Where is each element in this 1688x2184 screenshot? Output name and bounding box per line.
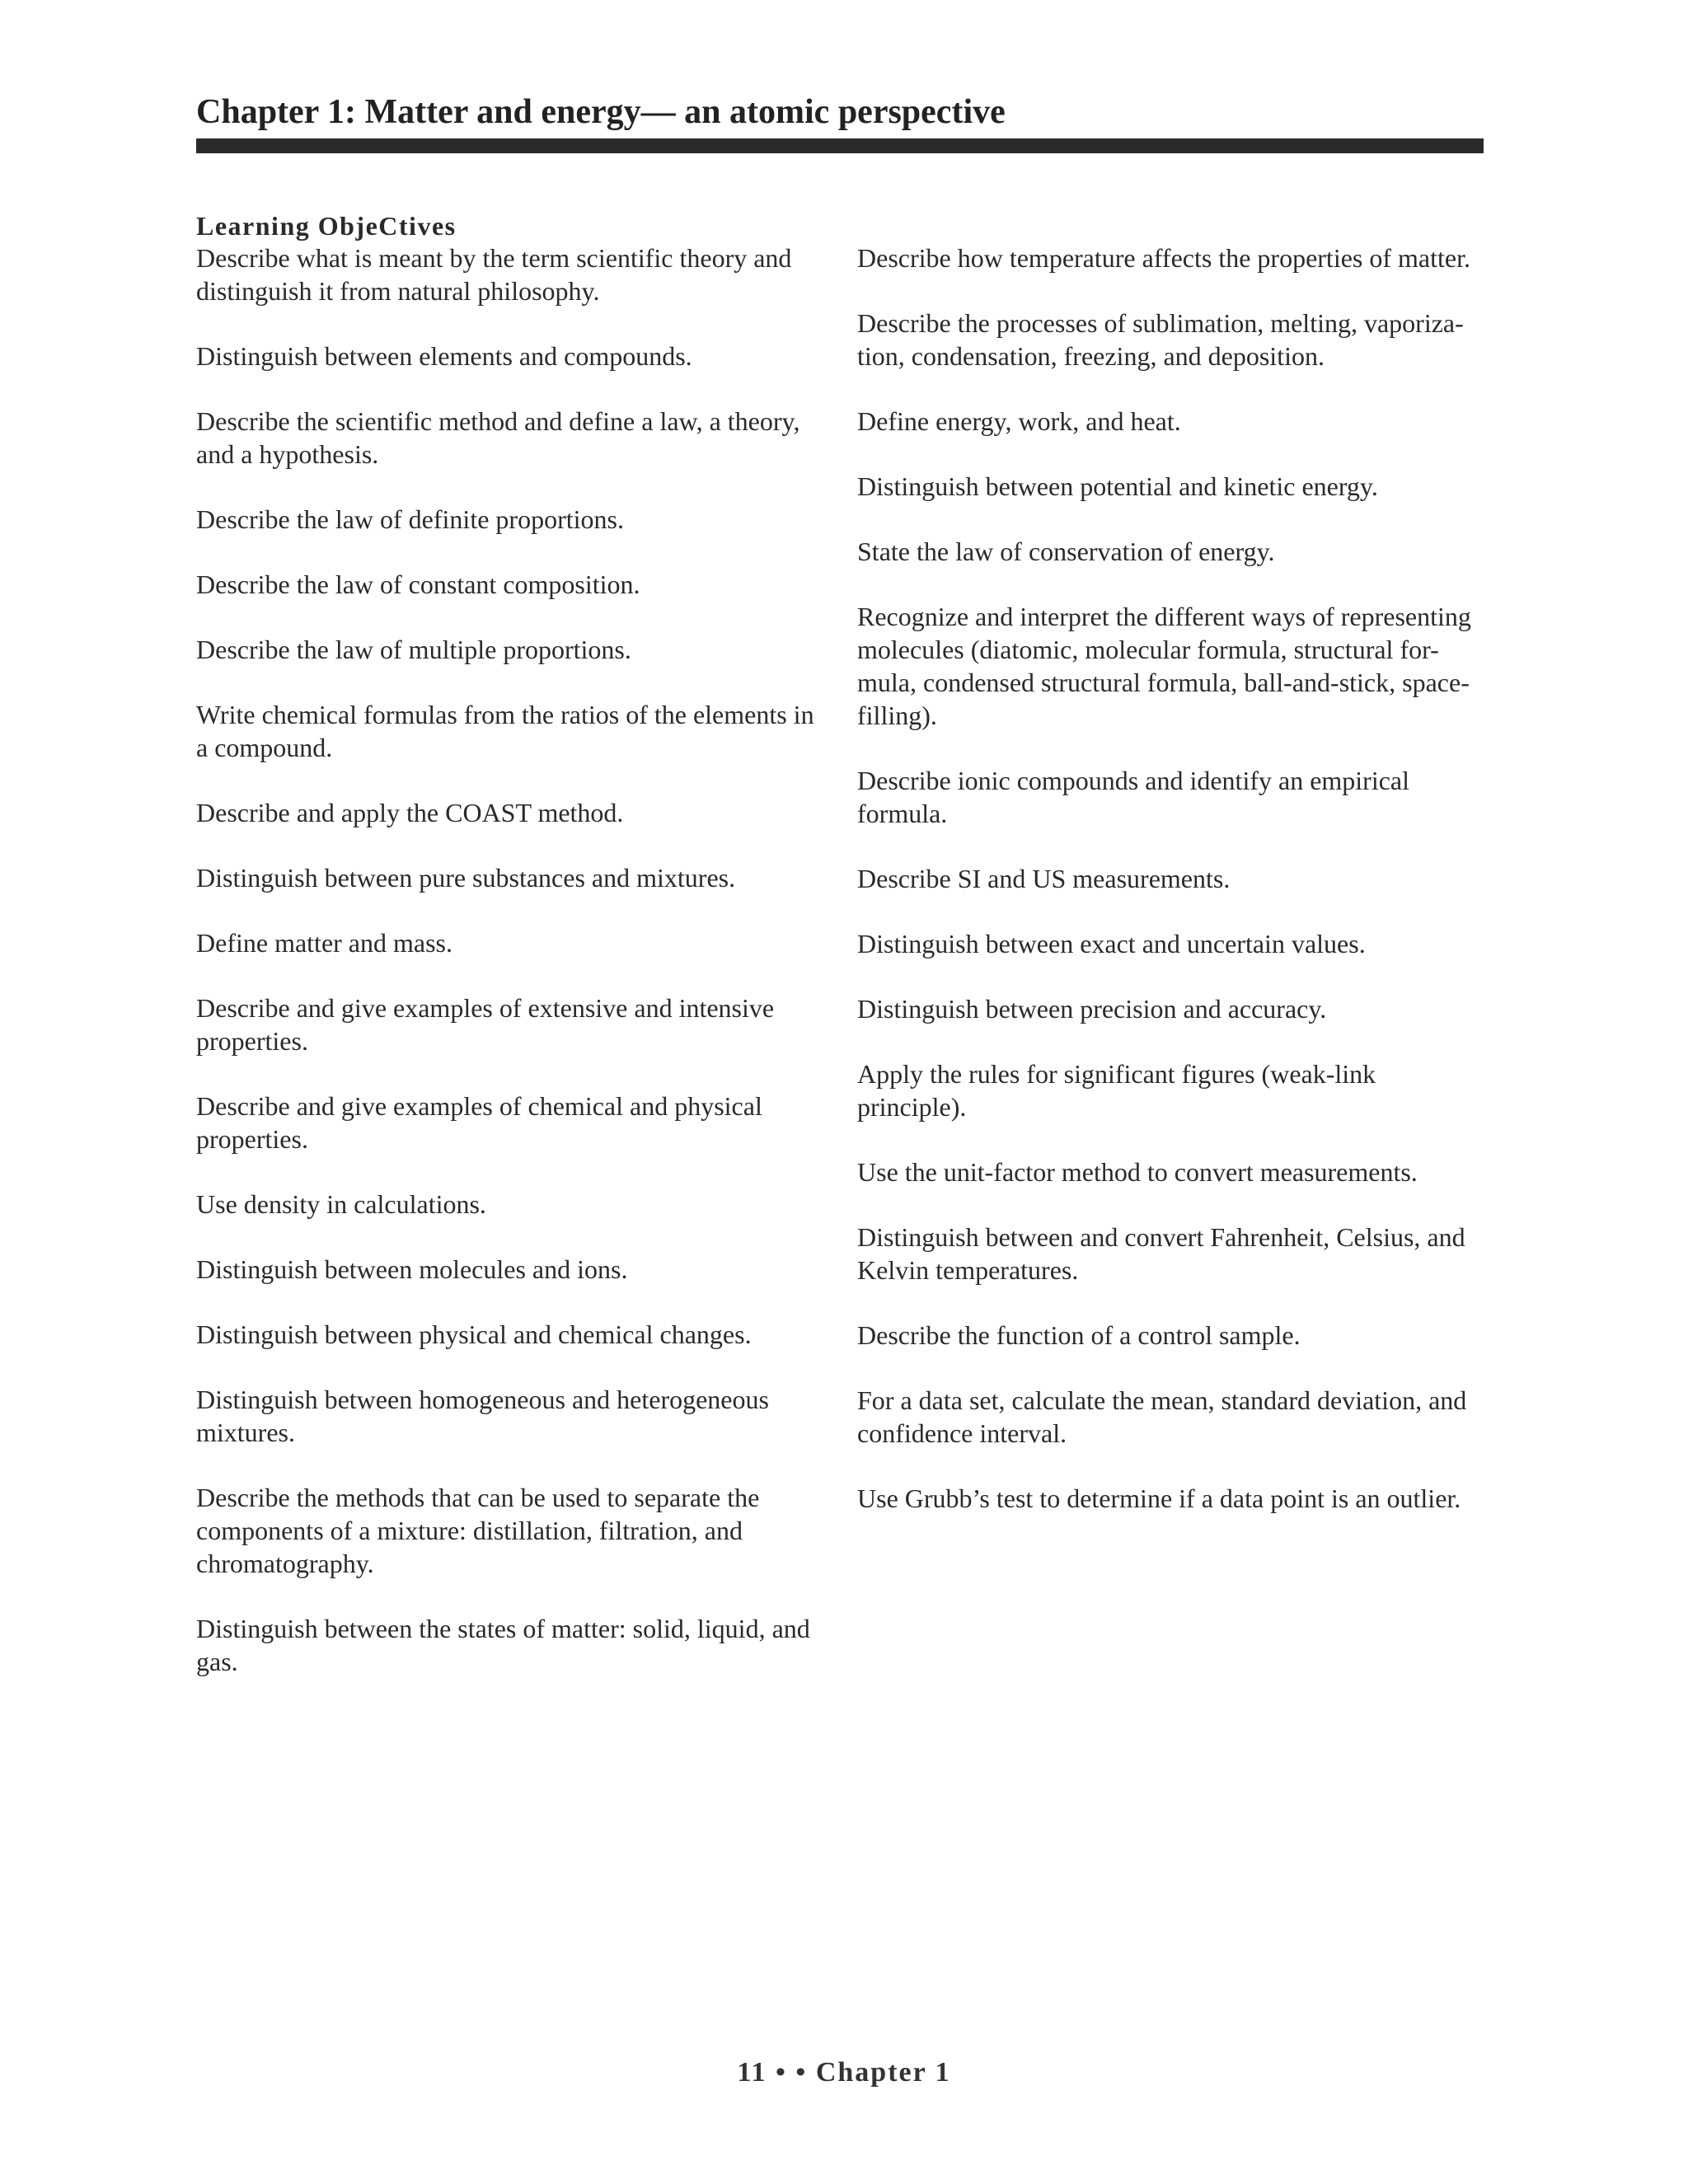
objective-item: Write chemical formulas from the ratios of the elements in a compound. bbox=[196, 700, 814, 762]
objective-item: Distinguish between homogeneous and heterogeneous mixtures. bbox=[196, 1385, 769, 1447]
objective-item: Describe how temperature affects the properties of matter. bbox=[857, 243, 1470, 273]
right-objectives-column bbox=[857, 241, 1484, 1547]
objective-item: Use the unit-factor method to convert measurements. bbox=[857, 1157, 1418, 1187]
chapter-title: Chapter 1: Matter and energy— an atomic perspective bbox=[196, 93, 1006, 131]
objective-item: Define matter and mass. bbox=[196, 928, 452, 958]
objective-item: Apply the rules for significant figures (weak-link principle). bbox=[857, 1059, 1376, 1122]
objective-item: Distinguish between and convert Fahrenheit, Celsius, and Kelvin temperatures. bbox=[857, 1222, 1465, 1285]
objective-item: Distinguish between exact and uncertain values. bbox=[857, 929, 1366, 958]
objective-item: Distinguish between potential and kinetic energy. bbox=[857, 471, 1378, 501]
objective-item: Describe the function of a control sample. bbox=[857, 1320, 1301, 1350]
objective-item: Define energy, work, and heat. bbox=[857, 406, 1181, 436]
objective-item: Describe and give examples of extensive and intensive properties. bbox=[196, 993, 775, 1056]
objective-item: Distinguish between pure substances and mixtures. bbox=[196, 863, 736, 893]
section-heading: Learning ObjeCtives bbox=[196, 211, 457, 241]
objective-item: Use density in calculations. bbox=[196, 1189, 486, 1219]
objective-item: Describe SI and US measurements. bbox=[857, 864, 1231, 893]
objective-item: Distinguish between the states of matter: solid, liquid, and gas. bbox=[196, 1614, 810, 1676]
left-objectives-column bbox=[196, 241, 823, 1710]
objective-item: Recognize and interpret the different ways of representing molecules (diatomic, molecular formula, structural for-mula, condensed structural formula, ball-and-stick, space-filling). bbox=[857, 602, 1471, 730]
page-footer: 11 • • Chapter 1 bbox=[737, 2057, 951, 2088]
objective-item: Distinguish between physical and chemical changes. bbox=[196, 1319, 752, 1349]
objective-item: For a data set, calculate the mean, standard deviation, and confidence interval. bbox=[857, 1385, 1467, 1448]
objective-item: Describe the law of definite proportions. bbox=[196, 504, 624, 534]
objective-item: Describe and give examples of chemical and physical properties. bbox=[196, 1091, 762, 1154]
objective-item: Describe the law of multiple proportions. bbox=[196, 635, 631, 664]
objective-item: Describe the law of constant composition. bbox=[196, 569, 640, 599]
objective-item: Describe the scientific method and define a law, a theory, and a hypothesis. bbox=[196, 406, 800, 469]
objective-item: Distinguish between precision and accuracy. bbox=[857, 994, 1327, 1024]
objective-item: Distinguish between molecules and ions. bbox=[196, 1254, 628, 1284]
title-rule bbox=[196, 138, 1484, 153]
objective-item: Use Grubb’s test to determine if a data point is an outlier. bbox=[857, 1483, 1461, 1513]
objective-item: Distinguish between elements and compounds. bbox=[196, 341, 692, 371]
objective-item: Describe the processes of sublimation, melting, vaporiza-tion, condensation, freezing, and deposition. bbox=[857, 308, 1464, 371]
objective-item: Describe what is meant by the term scientific theory and distinguish it from natural philosophy. bbox=[196, 243, 792, 306]
objective-item: State the law of conservation of energy. bbox=[857, 537, 1275, 566]
objective-item: Describe and apply the COAST method. bbox=[196, 798, 624, 827]
objective-item: Describe ionic compounds and identify an empirical formula. bbox=[857, 766, 1410, 828]
objective-item: Describe the methods that can be used to separate the components of a mixture: distillation, filtration, and chromatography. bbox=[196, 1483, 760, 1578]
